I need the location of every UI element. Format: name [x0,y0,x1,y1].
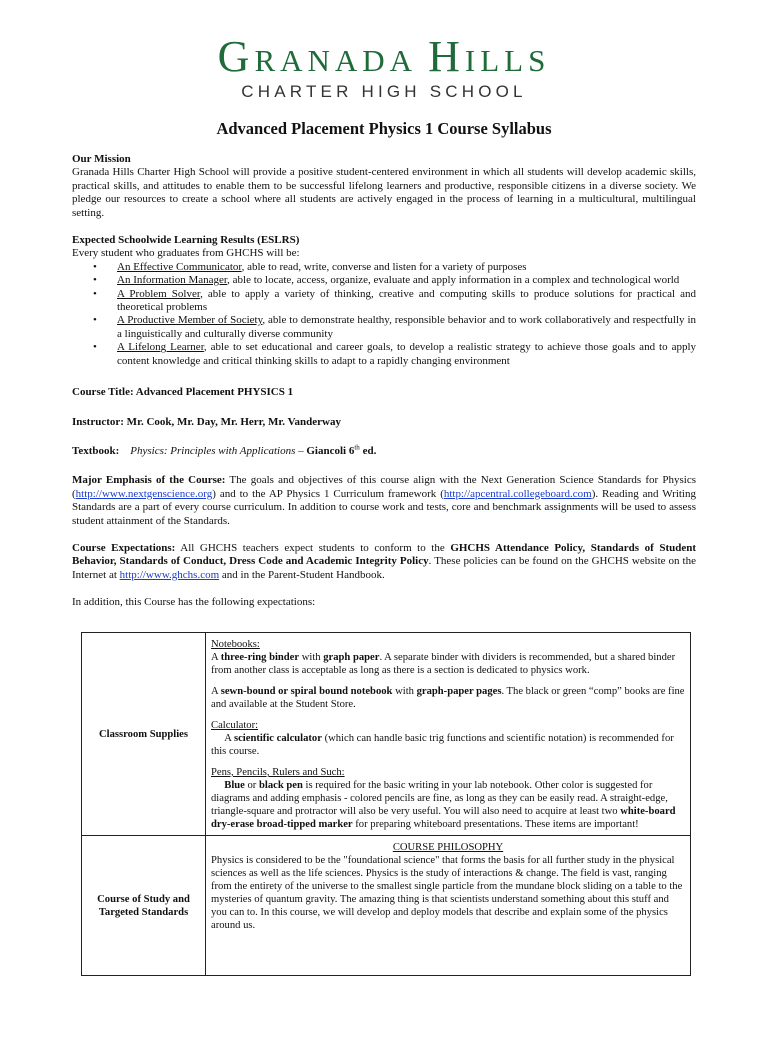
eslrs-intro: Every student who graduates from GHCHS will be: [72,247,300,260]
list-item: • A Problem Solver, able to apply a variety of thinking, creative and computing skills to produce solutions for practical and theoretical problems [117,288,696,315]
course-philosophy-body: Physics is considered to be the "foundational science" that forms the basis for all further study in the physical sciences as well as the life sciences. Physics is the study of interactions & change. The field is vast, ranging from the entirety of the universe to the smallest single particle from the mundane block sliding on a table to the mysteries of quantum gravity. The amazing thing is that scientists understand something about this stuff and you can to. In this course, we will develop and deploy models that describe and explain some of the physics around us. [211,855,683,931]
eslrs-section [72,234,696,368]
logo-letter: G [217,32,255,81]
instructor-line: Instructor: Mr. Cook, Mr. Day, Mr. Herr, Mr. Vanderway [72,415,341,428]
classroom-supplies-cell: Notebooks: A three-ring binder with graph paper. A separate binder with dividers is recommended, but a shared binder from another class is acceptable as long as there is a section is dedicated to physics work. A sewn-bound or spiral bound notebook with graph-paper pages. The black or green “comp” books are fine and available at the Student Store. Calculator: A scientific calculator (which can handle basic trig functions and scientific notation) is recommended for this course. Pens, Pencils, Rulers and Such: Blue or black pen is required for the basic writing in your lab notebook. Other color is suggested for diagrams and adding emphasis - colored pencils are fine, as long as they can be easily read. A straight-edge, triangle-square and protractor will also be very useful. You will also need to acquire at least two white-board dry-erase broad-tipped marker for preparing whiteboard presentations. These items are important! [206,633,691,836]
emphasis-section: Major Emphasis of the Course: The goals and objectives of this course align with the Next Generation Science Standards for Physics (http://www.nextgenscience.org) and to the AP Physics 1 Curriculum framework (http://apcentral.collegeboard.com). Reading and Writing Standards are a part of every course curriculum. In addition to course work and tests, core and benchmark assignments will be used to assess student attainment of the Standards. [72,474,696,527]
mission-body: Granada Hills Charter High School will provide a positive student-centered environment in which all students will develop academic skills, practical skills, and attitudes to enable them to be successful lifelong learners and productive, responsible citizens in a diverse society. We pledge our resources to create a school where all students are actively engaged in the process of learning in a multicultural, multilingual setting. [72,166,696,219]
textbook-line: Textbook: Physics: Principles with Applications – Giancoli 6th ed. [72,443,377,457]
ghchs-website-link[interactable]: http://www.ghchs.com [119,568,220,581]
list-item: • A Productive Member of Society, able to demonstrate healthy, responsible behavior and to work collaboratively and respectfully in a linguistically and culturally diverse community [117,314,696,341]
logo-letter: H [428,32,465,81]
classroom-supplies-label: Classroom Supplies [82,633,206,836]
course-philosophy-heading: COURSE PHILOSOPHY [392,842,504,853]
school-logo-subtitle: CHARTER HIGH SCHOOL [241,82,527,101]
eslrs-heading: Expected Schoolwide Learning Results (ESLRS) [72,234,300,247]
course-title: Course Title: Advanced Placement PHYSICS 1 [72,386,294,399]
table-row [82,633,691,836]
document-title: Advanced Placement Physics 1 Course Syllabus [216,119,552,138]
mission-section [72,153,696,220]
textbook-title: Physics: Principles with Applications [130,444,296,457]
logo-text: RANADA [254,43,429,78]
course-of-study-label: Course of Study and Targeted Standards [82,836,206,976]
table-row [82,836,691,976]
list-item: • A Lifelong Learner, able to set educational and career goals, to develop a realistic strategy to achieve those goals and to apply content knowledge and critical thinking skills to adapt to a rapidly changing environment [117,341,696,368]
eslrs-list [72,261,696,368]
expectations-section: Course Expectations: All GHCHS teachers expect students to conform to the GHCHS Attendance Policy, Standards of Student Behavior, Standards of Conduct, Dress Code and Academic Integrity Policy. These policies can be found on the GHCHS website on the Internet at http://www.ghchs.com and in the Parent-Student Handbook. [72,541,697,581]
expectations-table [81,632,691,976]
school-logo-name [72,32,696,82]
list-item: • An Information Manager, able to locate, access, organize, evaluate and apply information in a complex and technological world [117,274,696,287]
logo-text: ILLS [464,43,551,78]
collegeboard-link[interactable]: http://apcentral.collegeboard.com [443,487,592,500]
list-item: • An Effective Communicator, able to read, write, converse and listen for a variety of purposes [117,261,696,274]
mission-heading: Our Mission [72,153,131,165]
in-addition-line: In addition, this Course has the following expectations: [72,596,316,609]
course-philosophy-cell [206,836,691,976]
nextgenscience-link[interactable]: http://www.nextgenscience.org [75,487,213,500]
syllabus-page [0,32,768,1060]
